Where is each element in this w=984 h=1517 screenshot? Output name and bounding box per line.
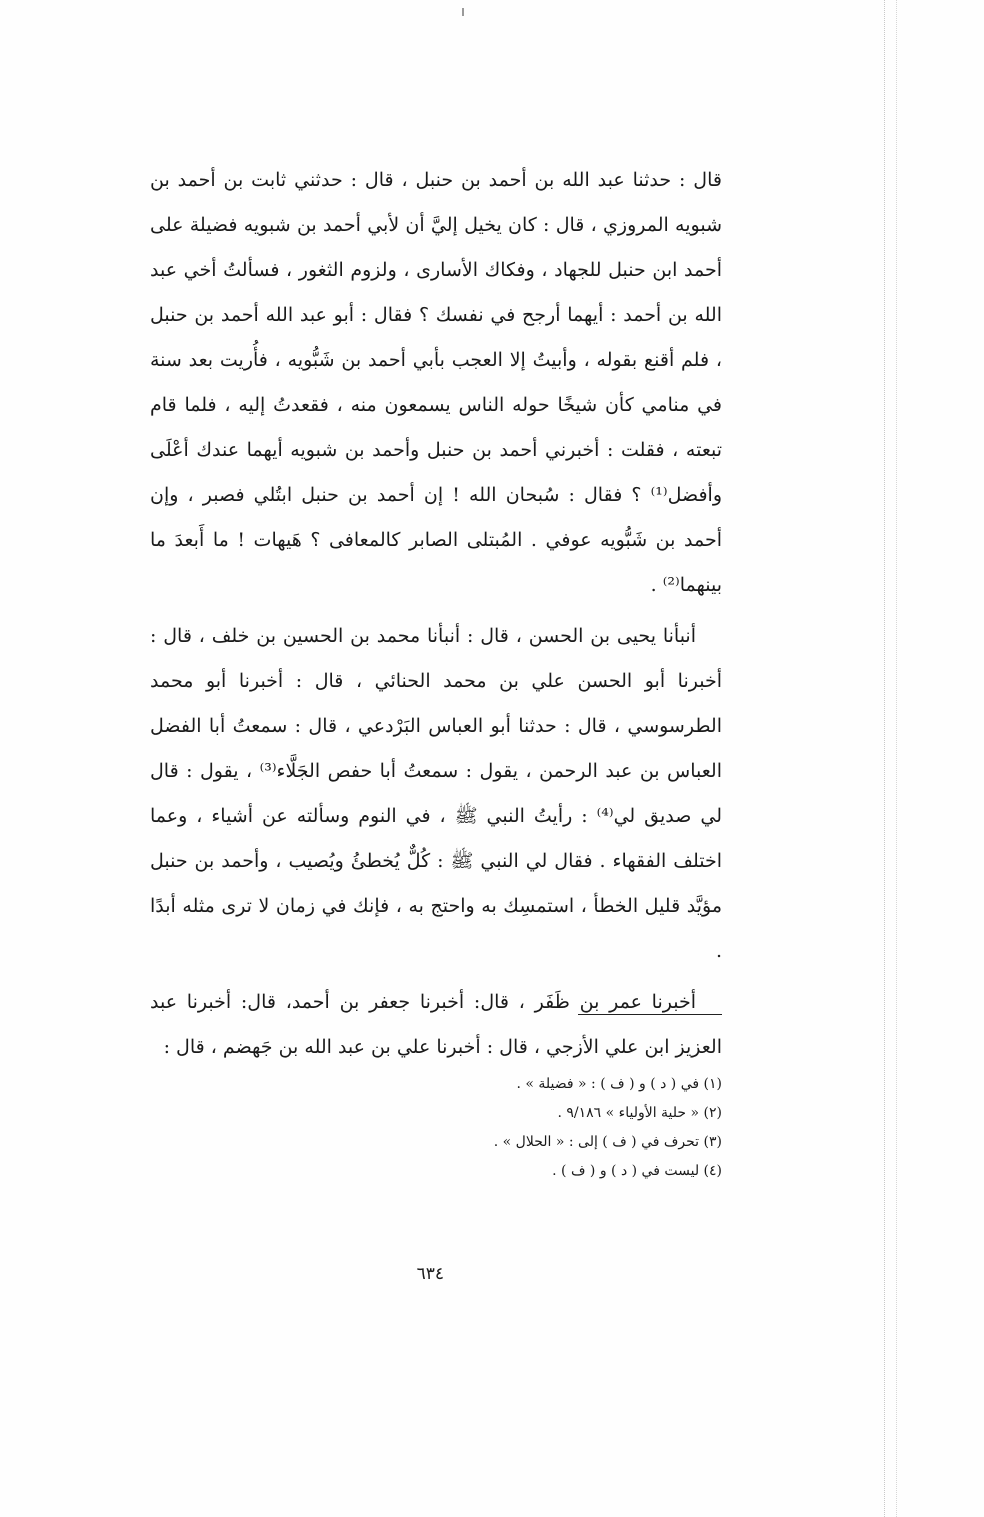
footnote: (٤) ليست في ( د ) و ( ف ) . xyxy=(552,1163,722,1179)
scan-mark xyxy=(462,8,464,16)
footnote-separator xyxy=(578,1014,722,1015)
scan-edge-line xyxy=(884,0,885,1517)
footnote: (٣) تحرف في ( ف ) إلى : « الحلال » . xyxy=(493,1134,722,1150)
paragraph: قال : حدثنا عبد الله بن أحمد بن حنبل ، قال : حدثني ثابت بن أحمد بن شبويه المروزي ، قال : كان يخيل إليَّ أن لأبي أحمد بن شبويه فضيلة على أحمد ابن حنبل للجهاد ، وفكاك الأسارى ، ولزوم الثغور ، فسألتُ أخي عبد الله بن أحمد : أيهما أرجح في نفسك ؟ فقال : أبو عبد الله أحمد بن حنبل ، فلم أقنع بقوله ، وأبيتُ إلا العجب بأبي أحمد بن شَبُّويه ، فأُريت بعد سنة في منامي كأن شيخًا حوله الناس يسمعون منه ، فقعدتُ إليه ، فلما قام تبعته ، فقلت : أخبرني أحمد بن حنبل وأحمد بن شبويه أيهما عندك أعْلَى وأفضل⁽¹⁾ ؟ فقال : سُبحان الله ! إن أحمد بن حنبل ابتُلي فصبر ، وإن أحمد بن شَبُّويه عوفي . المُبتلى الصابر كالمعافى ؟ هَيهات ! ما أَبعدَ ما بينهما⁽²⁾ . xyxy=(150,169,722,596)
body-text xyxy=(150,158,722,1076)
footnote: (١) في ( د ) و ( ف ) : « فضيلة » . xyxy=(516,1076,722,1092)
footnotes xyxy=(360,1070,722,1186)
paragraph: أخبرنا عمر بن ظَفَر ، قال: أخبرنا جعفر بن أحمد، قال: أخبرنا عبد العزيز ابن علي الأزجي ، قال : أخبرنا علي بن عبد الله بن جَهضم ، قال : xyxy=(150,991,722,1058)
page-number: ٦٣٤ xyxy=(416,1264,444,1284)
scan-edge-line xyxy=(896,0,897,1517)
paragraph: أنبأنا يحيى بن الحسن ، قال : أنبأنا محمد بن الحسين بن خلف ، قال : أخبرنا أبو الحسن علي بن محمد الحنائي ، قال : أخبرنا أبو محمد الطرسوسي ، قال : حدثنا أبو العباس البَرْدعي ، قال : سمعتُ أبا الفضل العباس بن عبد الرحمن ، يقول : سمعتُ أبا حفص الجَلَّاء⁽³⁾ ، يقول : قال لي صديق لي⁽⁴⁾ : رأيتُ النبي ﷺ ، في النوم وسألته عن أشياء ، وعما اختلف الفقهاء . فقال لي النبي ﷺ : كُلٌّ يُخطئُ ويُصيب ، وأحمد بن حنبل مؤيَّد قليل الخطأ ، استمسِك به واحتج به ، فإنك في زمان لا ترى مثله أبدًا . xyxy=(150,625,722,962)
footnote: (٢) « حلية الأولياء » ٩/١٨٦ . xyxy=(557,1105,722,1121)
